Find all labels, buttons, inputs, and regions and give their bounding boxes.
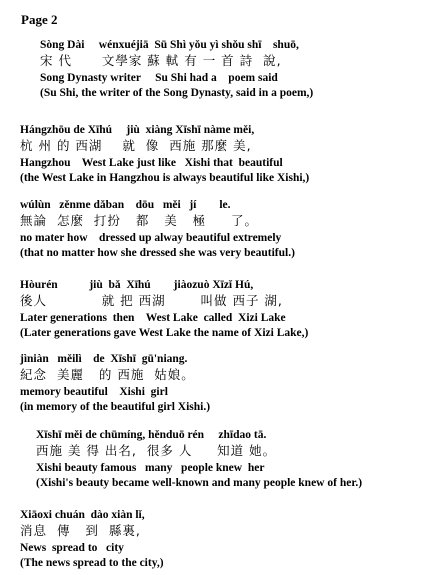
pinyin-line: Hòurén jiù bǎ Xīhú jiàozuò Xīzǐ Hú,: [20, 279, 254, 291]
translation-line: (Xishi's beauty became well-known and many people knew of her.): [36, 477, 363, 489]
page-number: Page 2: [21, 12, 58, 27]
hanzi-line: 西施 美 得 出名, 很多 人 知道 她。: [36, 443, 277, 458]
hanzi-line: 紀念 美麗 的 西施 姑娘。: [20, 367, 195, 382]
hanzi-line: 杭 州 的 西湖 就 像 西施 那麼 美,: [20, 138, 252, 153]
translation-line: (Su Shi, the writer of the Song Dynasty, said in a poem,): [40, 87, 314, 99]
english-gloss-line: Song Dynasty writer Su Shi had a poem said: [40, 72, 278, 84]
pinyin-line: Sòng Dài wénxuéjiā Sū Shì yǒu yì shǒu shī shuō,: [40, 39, 299, 51]
translation-line: (Later generations gave West Lake the name of Xizi Lake,): [20, 327, 309, 339]
english-gloss-line: News spread to city: [20, 542, 124, 554]
pinyin-line: Xiāoxi chuán dào xiàn lǐ,: [20, 509, 145, 521]
translation-line: (in memory of the beautiful girl Xishi.): [20, 401, 211, 413]
translation-line: (The news spread to the city,): [20, 557, 164, 569]
pinyin-line: Hángzhōu de Xīhú jiù xiàng Xīshī nàme měi,: [20, 124, 255, 136]
hanzi-line: 宋 代 文學家 蘇 軾 有 一 首 詩 說,: [40, 53, 282, 68]
english-gloss-line: Hangzhou West Lake just like Xishi that beautiful: [20, 157, 283, 169]
hanzi-line: 消息 傳 到 縣裏,: [20, 523, 141, 538]
pinyin-line: Xīshī měi de chūmíng, hěnduō rén zhīdao tā.: [36, 429, 267, 441]
hanzi-line: 後人 就 把 西湖 叫做 西子 湖,: [20, 293, 283, 308]
english-gloss-line: memory beautiful Xishi girl: [20, 386, 168, 398]
hanzi-line: 無論 怎麼 打扮 都 美 極 了。: [20, 213, 259, 228]
translation-line: (that no matter how she dressed she was very beautiful.): [20, 247, 295, 259]
english-gloss-line: no mater how dressed up alway beautiful extremely: [20, 232, 282, 244]
translation-line: (the West Lake in Hangzhou is always beautiful like Xishi,): [20, 172, 310, 184]
pinyin-line: wúlùn zěnme dǎban dōu měi jí le.: [20, 199, 231, 211]
pinyin-line: jìniàn měilì de Xīshī gū'niang.: [20, 353, 188, 365]
english-gloss-line: Xishi beauty famous many people knew her: [36, 462, 265, 474]
english-gloss-line: Later generations then West Lake called Xizi Lake: [20, 312, 286, 324]
